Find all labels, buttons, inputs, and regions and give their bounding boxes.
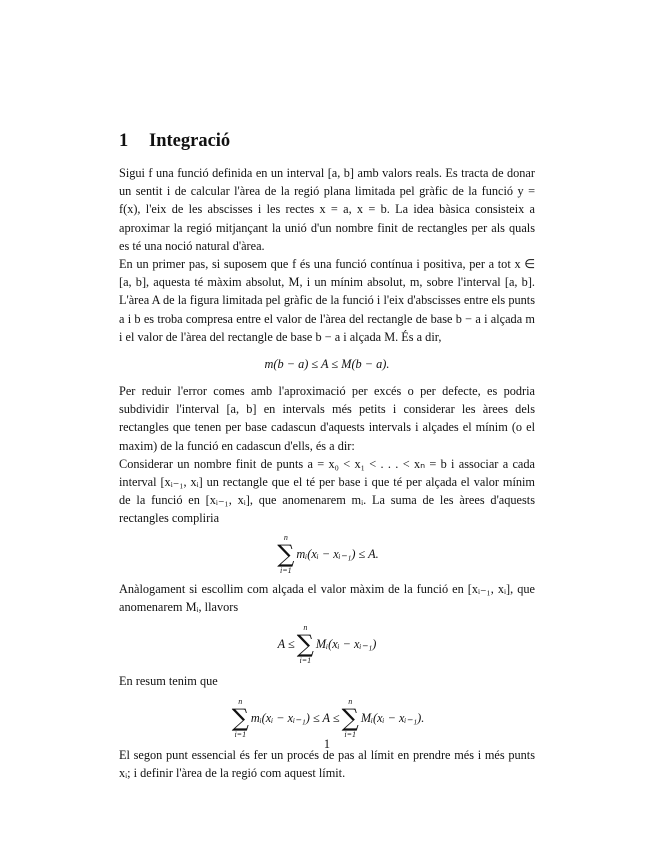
- section-heading: [119, 131, 230, 152]
- sum-lower-limit: i=1: [280, 565, 292, 575]
- sum-operator: [297, 623, 314, 665]
- sum-upper-limit: n: [283, 532, 288, 542]
- section-number: 1: [119, 131, 129, 151]
- paragraph-intro: Sigui f una funció definida en un interval [a, b] amb valors reals. Es tracta de donar un sentit i de calcular l'àrea de la regió plana limitada pel gràfic de la funció y = f(x), l'eix de les abscisses i les rectes x = a, x = b. La idea bàsica consisteix a aproximar la regió mitjançant la unió d'un nombre finit de rectangles per als quals es té una noció natural d'àrea.: [119, 166, 535, 253]
- sigma-symbol: ∑: [231, 704, 249, 733]
- equation-lower-sum: [119, 528, 535, 580]
- equation-bounds-text: m(b − a) ≤ A ≤ M(b − a).: [264, 357, 390, 372]
- sum-lower-limit: i=1: [234, 730, 247, 740]
- sigma-symbol: ∑: [296, 630, 314, 659]
- sum-upper-limit: n: [303, 623, 308, 633]
- paragraph-summary: En resum tenim que: [119, 674, 218, 689]
- equation-upper-sum: [119, 616, 535, 672]
- sum-lower-limit: i=1: [344, 730, 357, 740]
- paragraph-analog: Anàlogament si escollim com alçada el valor màxim de la funció en [xᵢ₋₁, xᵢ], que anomenarem Mᵢ, llavors: [119, 581, 535, 614]
- sum-upper-limit: n: [348, 697, 353, 707]
- section-body: [119, 164, 535, 783]
- sum-operator: [277, 533, 294, 575]
- paragraph-first-step: En un primer pas, si suposem que f és una funció contínua i positiva, per a tot x ∈ [a, b], aquesta té màxim absolut, M, i un mínim absolut, m, sobre l'interval [a, b]. L'àrea A de la figura limitada pel gràfic de la funció i l'eix d'abscisses entre els punts a i b es troba compresa entre el valor de l'àrea del rectangle de base b − a i alçada m i el valor de l'àrea del rectangle de base b − a i alçada M. És a dir,: [119, 257, 535, 344]
- paragraph-subdivision: Per reduir l'error comes amb l'aproximació per excés o per defecte, es podria subdividir l'interval [a, b] en intervals més petits i considerar les àrees dels rectangles que tenen per base cadascun d'aquests intervals i alçades el mínim (o el maxim) de la funció en cadascun d'ells, és a dir:: [119, 384, 535, 453]
- equation-upper-sum-term: Mᵢ(xᵢ − xᵢ₋₁): [315, 636, 377, 651]
- paragraph-partition: Considerar un nombre finit de punts a = x₀ < x₁ < . . . < xₙ = b i associar a cada interval [xᵢ₋₁, xᵢ] un rectangle que el té per base i que té per alçada el valor mínim de la funció en [xᵢ₋₁, xᵢ], que anomenarem mᵢ. La suma de les àrees d'aquests rectangles compliria: [119, 456, 535, 526]
- sum-upper-limit: n: [238, 697, 243, 707]
- equation-combined-right: Mᵢ(xᵢ − xᵢ₋₁).: [360, 711, 425, 726]
- equation-upper-sum-lhs: A ≤: [277, 636, 295, 651]
- page-number: 1: [323, 737, 331, 751]
- sum-lower-limit: i=1: [299, 656, 312, 666]
- sum-operator: [232, 697, 249, 739]
- sum-operator: [342, 697, 359, 739]
- equation-combined-left: mᵢ(xᵢ − xᵢ₋₁) ≤ A ≤: [250, 711, 340, 726]
- equation-bounds: [119, 346, 535, 382]
- section-title: Integració: [149, 131, 231, 151]
- paragraph-limit: El segon punt essencial és fer un procés de pas al límit en prendre més i més punts xᵢ; i definir l'àrea de la regió com aquest límit.: [119, 748, 535, 781]
- sigma-symbol: ∑: [341, 704, 359, 733]
- sigma-symbol: ∑: [277, 539, 295, 568]
- equation-lower-sum-term: mᵢ(xᵢ − xᵢ₋₁) ≤ A.: [296, 546, 379, 561]
